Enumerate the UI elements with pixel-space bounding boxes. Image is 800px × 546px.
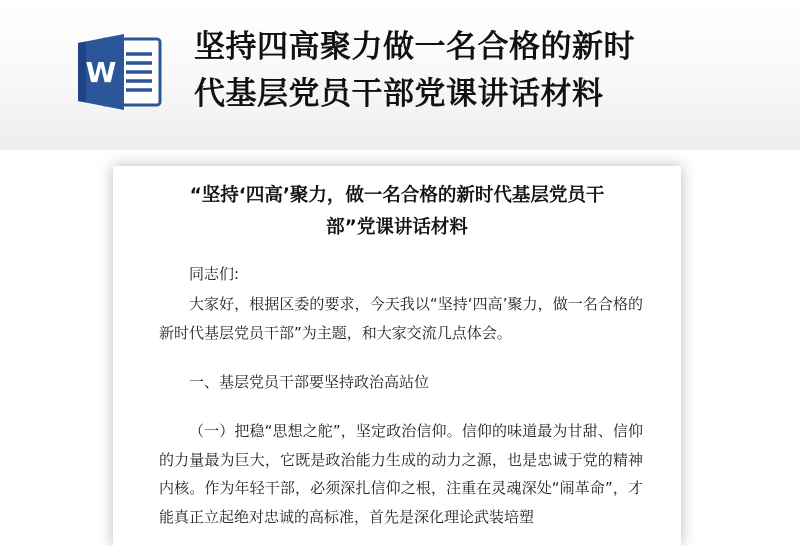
document-page xyxy=(113,166,681,546)
document-title xyxy=(113,180,681,244)
word-icon-letter: W xyxy=(85,56,117,89)
salutation: 同志们: xyxy=(189,265,240,283)
word-document-icon xyxy=(76,32,164,112)
banner-title-line-1: 坚持四高聚力做一名合格的新时 xyxy=(194,29,635,65)
banner xyxy=(0,0,800,150)
intro-paragraph: 大家好，根据区委的要求，今天我以“坚持‘四高’聚力，做一名合格的新时代基层党员干部”为主题，和大家交流几点体会。 xyxy=(159,295,643,342)
document-title-line-2: 部”党课讲话材料 xyxy=(326,217,468,238)
banner-title xyxy=(194,24,774,118)
section-heading-1: 一、基层党员干部要坚持政治高站位 xyxy=(189,373,430,391)
body-paragraph-1: （一）把稳“思想之舵”，坚定政治信仰。信仰的味道最为甘甜、信仰的力量最为巨大，它既是政治能力生成的动力之源，也是忠诚于党的精神内核。作为年轻干部，必须深扎信仰之根，注重在灵魂深处“闹革命”，才能真正立起绝对忠诚的高标准，首先是深化理论武装培塑 xyxy=(159,422,643,526)
document-title-line-1: “坚持‘四高’聚力，做一名合格的新时代基层党员干 xyxy=(189,185,605,206)
banner-title-line-2: 代基层党员干部党课讲话材料 xyxy=(194,76,604,112)
